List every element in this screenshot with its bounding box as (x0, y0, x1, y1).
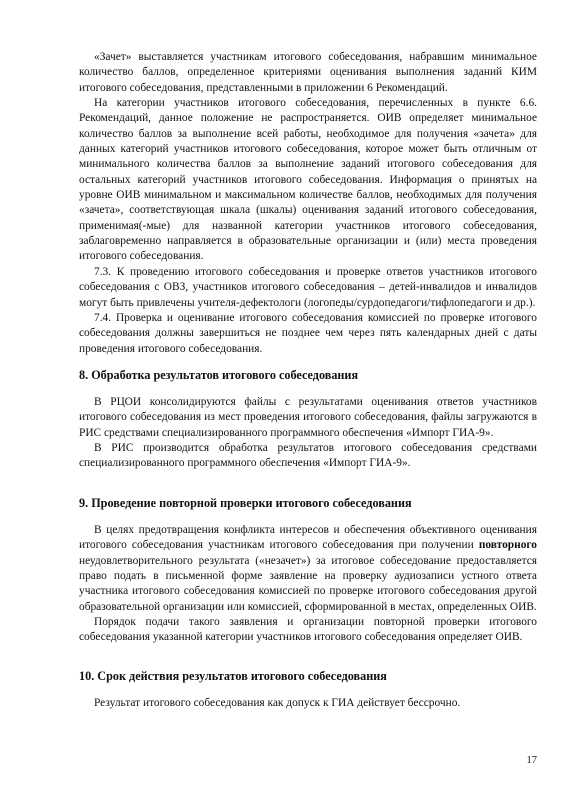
paragraph-categories: На категории участников итогового собеседования, перечисленных в пункте 6.6. Рекомендаций, данное положение не распространяется. ОИВ определяет минимальное количество баллов за выполнение всей работы, необходимое для получения «зачета» для данных категорий участников итогового собеседования, которое может быть отличным от минимального количества баллов за выполнение заданий итогового собеседования для остальных категорий участников итогового собеседования. Информация о принятых на уровне ОИВ минимальном и максимальном количестве баллов, необходимых для получения «зачета», соответствующая шкала (шкалы) оценивания заданий итогового собеседования, применимая(-мые) для названной категории участников итогового собеседования, заблаговременно направляется в образовательные организации и (или) места проведения итогового собеседования. (79, 97, 537, 263)
paragraph-recheck-procedure: Порядок подачи такого заявления и организации повторной проверки итогового собеседования указанной категории участников итогового собеседования определяет ОИВ. (79, 616, 537, 644)
section-8-heading: 8. Обработка результатов итогового собеседования (79, 368, 359, 382)
recheck-text-start: В целях предотвращения конфликта интересов и обеспечения объективного оценивания итогового собеседования участникам итогового собеседования при получении (79, 524, 537, 552)
paragraph-credit: «Зачет» выставляется участникам итогового собеседования, набравшим минимальное количество баллов, определенное критериями оценивания выполнения заданий КИМ итогового собеседования, представленными в приложении 6 Рекомендаций. (79, 51, 537, 94)
paragraph-recheck-right (79, 523, 537, 615)
section-9 (79, 495, 537, 511)
section-10-heading: 10. Срок действия результатов итогового собеседования (79, 669, 387, 683)
section-10 (79, 668, 537, 684)
paragraph-validity: Результат итогового собеседования как допуск к ГИА действует бессрочно. (94, 697, 461, 709)
paragraph-rcoi: В РЦОИ консолидируются файлы с результатами оценивания ответов участников итогового собеседования из мест проведения итогового собеседования, файлы загружаются в РИС средствами специализированного программного обеспечения «Импорт ГИА-9». (79, 396, 537, 439)
section-8 (79, 367, 537, 383)
paragraph-ris: В РИС производится обработка результатов итогового собеседования средствами специализированного программного обеспечения «Импорт ГИА-9». (79, 442, 537, 470)
paragraph-7-3: 7.3. К проведению итогового собеседования и проверке ответов участников итогового собеседования с ОВЗ, участников итогового собеседования – детей-инвалидов и инвалидов могут быть привлечены учителя-дефектологи (логопеды/сурдопедагоги/тифлопедагоги и др.). (79, 265, 537, 309)
section-10-body (79, 696, 537, 711)
section-8-body (79, 395, 537, 472)
page-number: 17 (526, 755, 537, 766)
section-9-body (79, 523, 537, 646)
recheck-emphasis: повторного (478, 539, 537, 552)
recheck-text-end: неудовлетворительного результата («незачет») за итоговое собеседование предоставляется право подать в письменной форме заявление на проверку аудиозаписи устного ответа участника итогового собеседования комиссией по проверке итогового собеседования другой образовательной организации или комиссией, сформированной в местах, определенных ОИВ. (79, 554, 537, 613)
section-9-heading: 9. Проведение повторной проверки итогового собеседования (79, 496, 412, 510)
paragraph-7-4: 7.4. Проверка и оценивание итогового собеседования комиссией по проверке итогового собеседования должны завершиться не позднее чем через пять календарных дней с даты проведения итогового собеседования. (79, 311, 537, 355)
intro-section (79, 50, 537, 357)
